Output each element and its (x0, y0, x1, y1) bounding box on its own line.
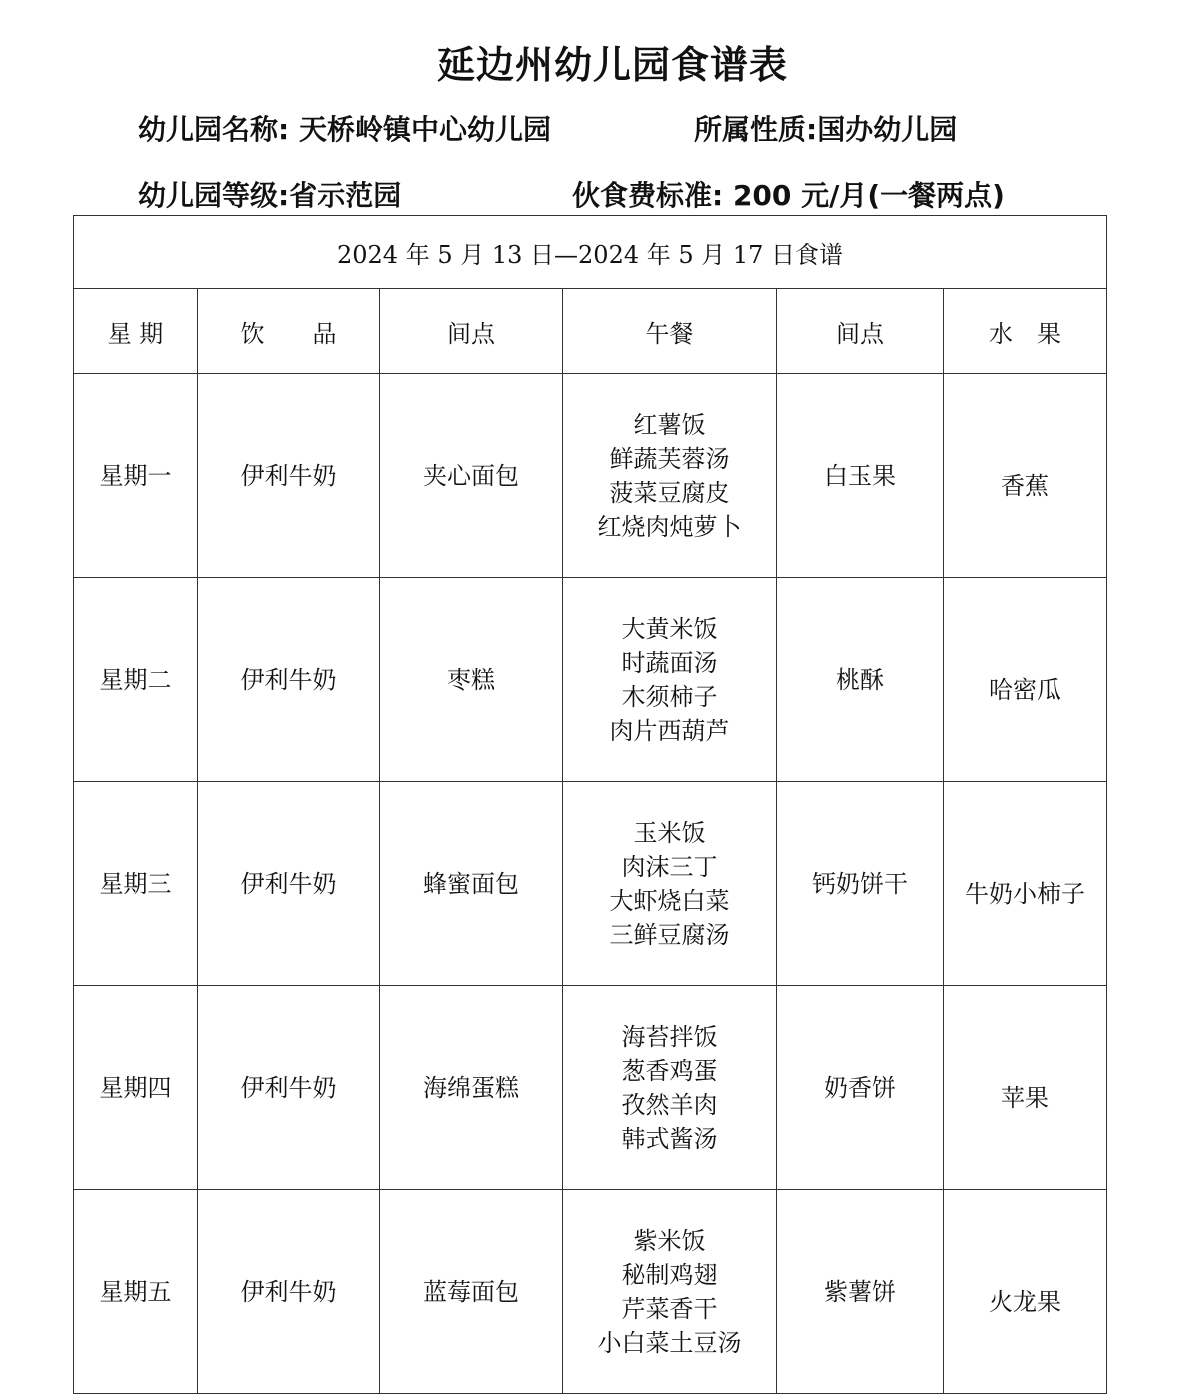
snack-afternoon-cell: 钙奶饼干 (777, 782, 944, 986)
kindergarten-level: 幼儿园等级:省示范园 (138, 179, 402, 212)
meal-fee-standard: 伙食费标准: 200 元/月(一餐两点) (572, 179, 1005, 212)
day-cell: 星期三 (74, 782, 198, 986)
menu-table (73, 215, 1107, 1394)
lunch-item: 紫米饭 (633, 1226, 706, 1255)
lunch-item: 时蔬面汤 (621, 648, 718, 677)
fruit-label: 哈密瓜 (989, 675, 1062, 704)
drink-cell: 伊利牛奶 (198, 986, 380, 1190)
lunch-item: 木须柿子 (621, 682, 718, 711)
header-lunch: 午餐 (563, 289, 777, 374)
fruit-label: 火龙果 (989, 1287, 1062, 1316)
fruit-label: 苹果 (1001, 1083, 1050, 1112)
week-range-row (74, 216, 1107, 289)
fruit-cell (944, 782, 1107, 986)
fruit-cell (944, 986, 1107, 1190)
lunch-item: 肉片西葫芦 (609, 716, 730, 745)
lunch-item: 韩式酱汤 (621, 1124, 718, 1153)
fruit-cell (944, 578, 1107, 782)
lunch-cell (563, 1190, 777, 1394)
lunch-item: 三鲜豆腐汤 (609, 920, 730, 949)
lunch-item: 菠菜豆腐皮 (609, 478, 730, 507)
lunch-cell (563, 374, 777, 578)
snack-morning-cell: 海绵蛋糕 (380, 986, 563, 1190)
lunch-item: 红薯饭 (633, 410, 706, 439)
snack-morning-cell: 蓝莓面包 (380, 1190, 563, 1394)
table-row (74, 1190, 1107, 1394)
snack-afternoon-cell: 紫薯饼 (777, 1190, 944, 1394)
lunch-item: 芹菜香干 (621, 1294, 718, 1323)
lunch-item: 鲜蔬芙蓉汤 (609, 444, 730, 473)
header-snack-morning: 间点 (380, 289, 563, 374)
drink-cell: 伊利牛奶 (198, 1190, 380, 1394)
day-cell: 星期四 (74, 986, 198, 1190)
week-range: 2024 年 5 月 13 日—2024 年 5 月 17 日食谱 (74, 216, 1107, 289)
header-snack-afternoon: 间点 (777, 289, 944, 374)
snack-morning-cell: 夹心面包 (380, 374, 563, 578)
lunch-item: 肉沫三丁 (621, 852, 718, 881)
day-cell: 星期二 (74, 578, 198, 782)
lunch-item: 海苔拌饭 (621, 1022, 718, 1051)
page-title: 延边州幼儿园食谱表 (436, 43, 788, 87)
header-day: 星 期 (74, 289, 198, 374)
drink-cell: 伊利牛奶 (198, 782, 380, 986)
table-row (74, 374, 1107, 578)
table-row (74, 578, 1107, 782)
snack-morning-cell: 蜂蜜面包 (380, 782, 563, 986)
drink-cell: 伊利牛奶 (198, 578, 380, 782)
lunch-item: 小白菜土豆汤 (597, 1328, 742, 1357)
day-cell: 星期一 (74, 374, 198, 578)
fruit-cell (944, 1190, 1107, 1394)
header-row (74, 289, 1107, 374)
header-drink: 饮 品 (198, 289, 380, 374)
kindergarten-name: 幼儿园名称: 天桥岭镇中心幼儿园 (138, 113, 551, 146)
lunch-cell (563, 986, 777, 1190)
kindergarten-type: 所属性质:国办幼儿园 (694, 113, 958, 146)
lunch-item: 孜然羊肉 (621, 1090, 718, 1119)
lunch-item: 玉米饭 (633, 818, 706, 847)
snack-afternoon-cell: 奶香饼 (777, 986, 944, 1190)
lunch-item: 大黄米饭 (621, 614, 718, 643)
snack-afternoon-cell: 白玉果 (777, 374, 944, 578)
lunch-item: 大虾烧白菜 (609, 886, 730, 915)
lunch-cell (563, 578, 777, 782)
snack-afternoon-cell: 桃酥 (777, 578, 944, 782)
drink-cell: 伊利牛奶 (198, 374, 380, 578)
day-cell: 星期五 (74, 1190, 198, 1394)
fruit-label: 牛奶小柿子 (965, 879, 1086, 908)
lunch-item: 红烧肉炖萝卜 (597, 512, 742, 541)
lunch-item: 葱香鸡蛋 (621, 1056, 718, 1085)
fruit-cell (944, 374, 1107, 578)
table-row (74, 782, 1107, 986)
header-fruit: 水 果 (944, 289, 1107, 374)
fruit-label: 香蕉 (1001, 471, 1050, 500)
snack-morning-cell: 枣糕 (380, 578, 563, 782)
table-row (74, 986, 1107, 1190)
lunch-cell (563, 782, 777, 986)
lunch-item: 秘制鸡翅 (621, 1260, 718, 1289)
